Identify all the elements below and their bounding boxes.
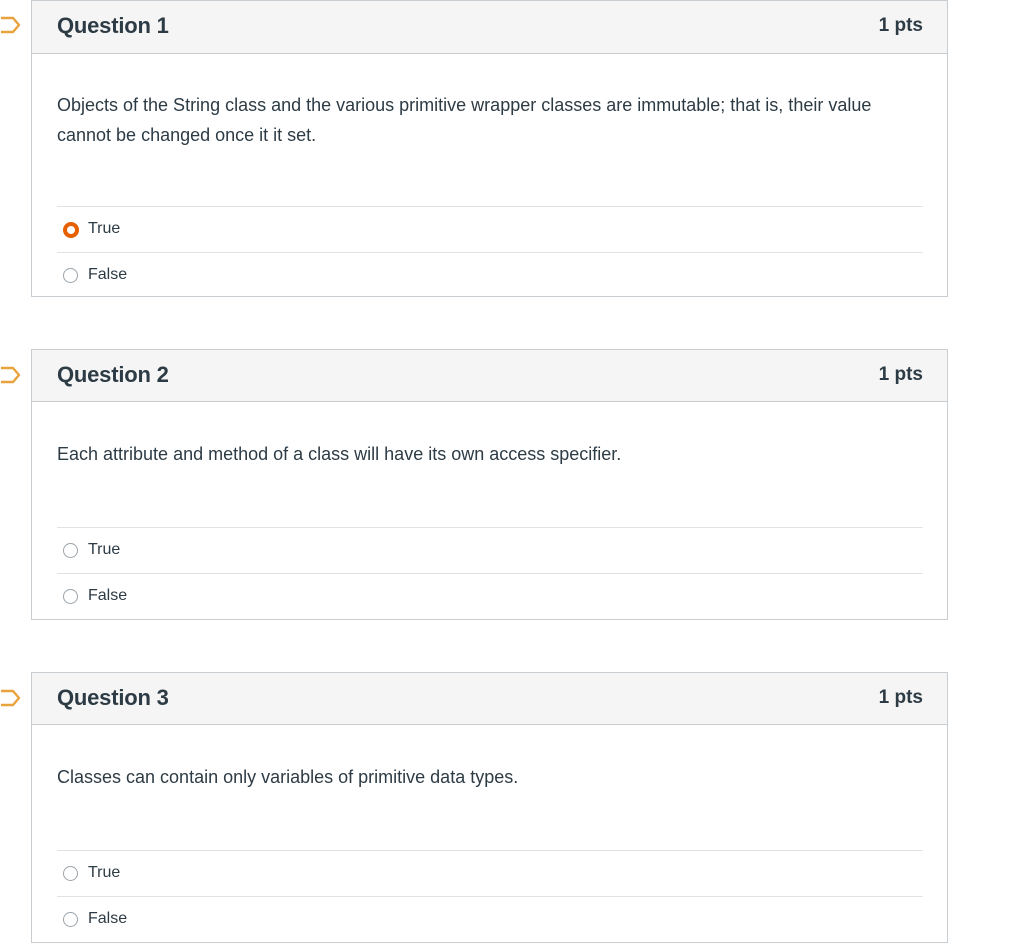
answer-label: True — [88, 541, 121, 558]
question-3 — [31, 672, 948, 943]
answer-list — [57, 527, 923, 619]
answer-label: True — [88, 864, 121, 881]
question-points: 1 pts — [878, 15, 923, 36]
answer-label: False — [88, 910, 128, 927]
radio-button[interactable] — [63, 268, 78, 283]
question-title: Question 2 — [57, 362, 169, 387]
radio-button[interactable] — [63, 912, 78, 927]
answer-false[interactable] — [57, 573, 923, 619]
answer-label: True — [88, 220, 121, 237]
answer-true[interactable] — [57, 850, 923, 896]
answer-label: False — [88, 266, 128, 283]
question-text: Classes can contain only variables of primitive data types. — [57, 767, 519, 787]
answer-false[interactable] — [57, 896, 923, 942]
question-1 — [31, 0, 948, 297]
question-body — [32, 402, 947, 619]
answer-list — [57, 206, 923, 298]
question-header — [32, 1, 947, 54]
answer-true[interactable] — [57, 527, 923, 573]
question-header — [32, 673, 947, 725]
question-2 — [31, 349, 948, 620]
radio-button[interactable] — [63, 543, 78, 558]
radio-button-selected[interactable] — [63, 222, 79, 238]
flag-question-icon[interactable] — [1, 365, 21, 385]
question-header — [32, 350, 947, 402]
radio-button[interactable] — [63, 866, 78, 881]
answer-label: False — [88, 587, 128, 604]
question-body — [32, 54, 947, 298]
question-text: Objects of the String class and the various primitive wrapper classes are immutable; that is, their value cannot be changed once it it set. — [57, 95, 872, 145]
question-text: Each attribute and method of a class will have its own access specifier. — [57, 444, 622, 464]
question-points: 1 pts — [878, 364, 923, 385]
question-title: Question 3 — [57, 685, 169, 710]
answer-true[interactable] — [57, 206, 923, 252]
question-points: 1 pts — [878, 687, 923, 708]
question-title: Question 1 — [57, 13, 169, 38]
answer-list — [57, 850, 923, 942]
flag-question-icon[interactable] — [1, 688, 21, 708]
radio-button[interactable] — [63, 589, 78, 604]
question-body — [32, 725, 947, 942]
flag-question-icon[interactable] — [1, 15, 21, 35]
answer-false[interactable] — [57, 252, 923, 298]
